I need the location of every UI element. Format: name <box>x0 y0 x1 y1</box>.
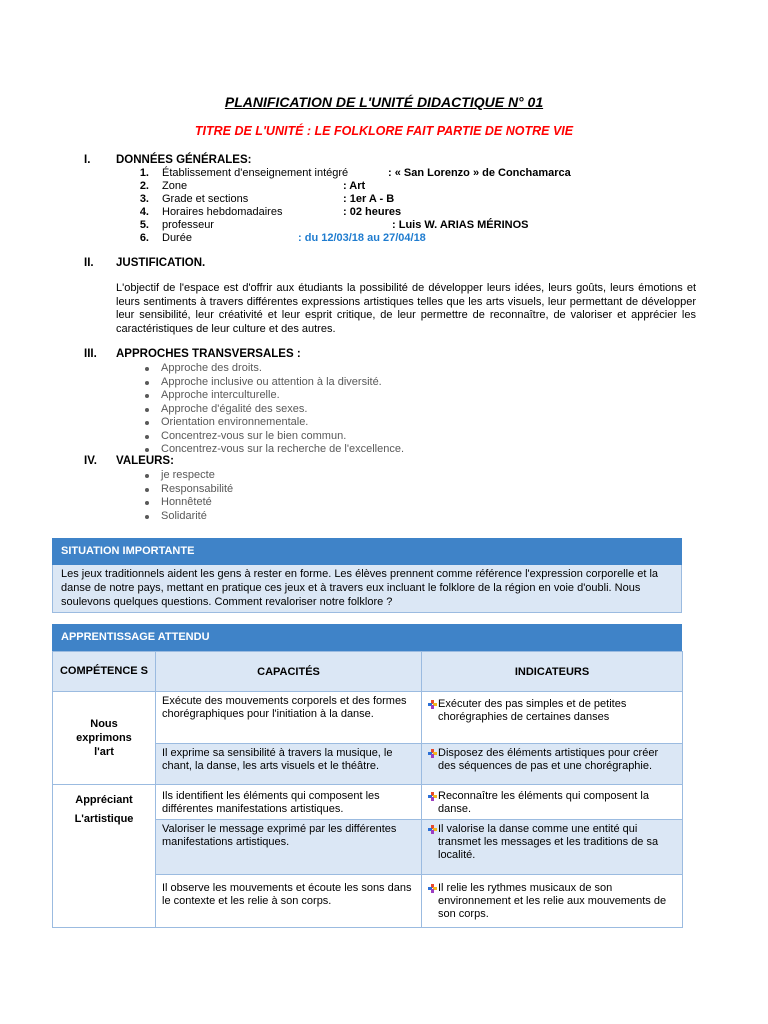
indicator-text: Reconnaître les éléments qui composent la danse. <box>438 790 649 815</box>
row-number: 6. <box>139 232 149 244</box>
indicator-text: Il valorise la danse comme une entité qui transmet les messages et les traditions de sa localité. <box>438 823 659 861</box>
situation-text: Les jeux traditionnels aident les gens à rester en forme. Les élèves prennent comme référence l'expression corporelle et la danse de notre pays, mettant en pratique ces jeux et à travers eux incluant le folklore de la région en voie d'oubli. Nous soulevons quelques questions. Comment revaloriser notre folklore ? <box>52 565 682 613</box>
four-color-arrow-icon <box>428 884 437 893</box>
row-number: 5. <box>139 219 149 231</box>
general-row <box>130 180 650 193</box>
row-value: : du 12/03/18 au 27/04/18 <box>298 232 426 244</box>
page-title: PLANIFICATION DE L'UNITÉ DIDACTIQUE N° 01 <box>224 94 544 110</box>
table-row <box>53 785 683 820</box>
section-number: III. <box>84 348 97 360</box>
list-item: Approche interculturelle. <box>116 389 404 403</box>
list-item: Concentrez-vous sur le bien commun. <box>116 430 404 444</box>
general-row <box>130 167 650 180</box>
section-number: II. <box>84 257 94 269</box>
situation-heading: SITUATION IMPORTANTE <box>52 538 682 565</box>
row-value: : Art <box>343 180 366 192</box>
column-header-competences: COMPÉTENCE S <box>53 652 156 692</box>
capacity-cell: Il observe les mouvements et écoute les sons dans le contexte et les relie à son corps. <box>156 875 422 928</box>
indicator-text: Disposez des éléments artistiques pour créer des séquences de pas et une chorégraphie. <box>438 747 659 772</box>
situation-box <box>52 538 682 613</box>
list-item: Honnêteté <box>116 496 233 510</box>
list-item: Approche inclusive ou attention à la diversité. <box>116 376 404 390</box>
indicator-cell <box>422 785 683 820</box>
competencies-table <box>52 651 683 928</box>
indicator-text: Il relie les rythmes musicaux de son environnement et les relie aux mouvements de son corps. <box>438 882 667 920</box>
section-title-general: DONNÉES GÉNÉRALES: <box>116 154 252 166</box>
four-color-arrow-icon <box>428 825 437 834</box>
row-label: Durée <box>162 232 192 244</box>
row-value: : Luis W. ARIAS MÉRINOS <box>392 219 529 231</box>
section-title-justification: JUSTIFICATION. <box>116 257 206 269</box>
learning-heading: APPRENTISSAGE ATTENDU <box>52 624 682 651</box>
competence-cell <box>53 785 156 928</box>
learning-box <box>52 624 682 928</box>
capacity-cell: Valoriser le message exprimé par les différentes manifestations artistiques. <box>156 820 422 875</box>
general-row <box>130 219 650 232</box>
four-color-arrow-icon <box>428 792 437 801</box>
competence-label: Appréciant L'artistique <box>74 794 134 825</box>
row-value: : « San Lorenzo » de Conchamarca <box>388 167 571 179</box>
indicator-cell <box>422 744 683 785</box>
general-row <box>130 232 650 245</box>
section-number: IV. <box>84 455 98 467</box>
general-row <box>130 193 650 206</box>
competence-label: Nous exprimons l'art <box>76 718 132 758</box>
row-number: 1. <box>139 167 149 179</box>
row-value: : 1er A - B <box>343 193 395 205</box>
row-number: 3. <box>139 193 149 205</box>
column-header-capacites: CAPACITÉS <box>156 652 422 692</box>
list-item: Approche d'égalité des sexes. <box>116 403 404 417</box>
row-label: Grade et sections <box>162 193 249 205</box>
table-row <box>53 692 683 744</box>
column-header-indicateurs: INDICATEURS <box>422 652 683 692</box>
row-label: professeur <box>162 219 214 231</box>
list-item: Solidarité <box>116 510 233 524</box>
competence-cell <box>53 692 156 785</box>
row-label: Horaires hebdomadaires <box>162 206 283 218</box>
capacity-cell: Il exprime sa sensibilité à travers la musique, le chant, la danse, les arts visuels et le théâtre. <box>156 744 422 785</box>
list-item: Responsabilité <box>116 483 233 497</box>
row-number: 2. <box>139 180 149 192</box>
section-title-values: VALEURS: <box>116 455 174 467</box>
indicator-cell <box>422 692 683 744</box>
row-value: : 02 heures <box>343 206 402 218</box>
four-color-arrow-icon <box>428 700 437 709</box>
indicator-cell <box>422 875 683 928</box>
unit-title: TITRE DE L'UNITÉ : LE FOLKLORE FAIT PARTIE DE NOTRE VIE <box>194 124 574 138</box>
row-label: Établissement d'enseignement intégré <box>162 167 349 179</box>
approaches-list <box>116 362 404 457</box>
row-number: 4. <box>139 206 149 218</box>
general-row <box>130 206 650 219</box>
capacity-cell: Ils identifient les éléments qui composent les différentes manifestations artistiques. <box>156 785 422 820</box>
indicator-text: Exécuter des pas simples et de petites chorégraphies de certaines danses <box>438 698 627 723</box>
justification-paragraph: L'objectif de l'espace est d'offrir aux étudiants la possibilité de développer leurs idées, leurs goûts, leurs émotions et leurs sentiments à travers différentes expressions artistiques telles que les arts visuels, leur permettant de développer leur sensibilité, leur créativité et leur esprit critique, de leur permettre de reconnaître, de valoriser et apprécier les caractéristiques de leur culture et des autres. <box>116 282 696 335</box>
list-item: Approche des droits. <box>116 362 404 376</box>
row-label: Zone <box>162 180 188 192</box>
list-item: je respecte <box>116 469 233 483</box>
capacity-cell: Exécute des mouvements corporels et des formes chorégraphiques pour l'initiation à la danse. <box>156 692 422 744</box>
section-number: I. <box>84 154 91 166</box>
indicator-cell <box>422 820 683 875</box>
list-item: Concentrez-vous sur la recherche de l'excellence. <box>116 443 404 457</box>
section-title-approaches: APPROCHES TRANSVERSALES : <box>116 348 301 360</box>
list-item: Orientation environnementale. <box>116 416 404 430</box>
four-color-arrow-icon <box>428 749 437 758</box>
values-list <box>116 469 233 523</box>
